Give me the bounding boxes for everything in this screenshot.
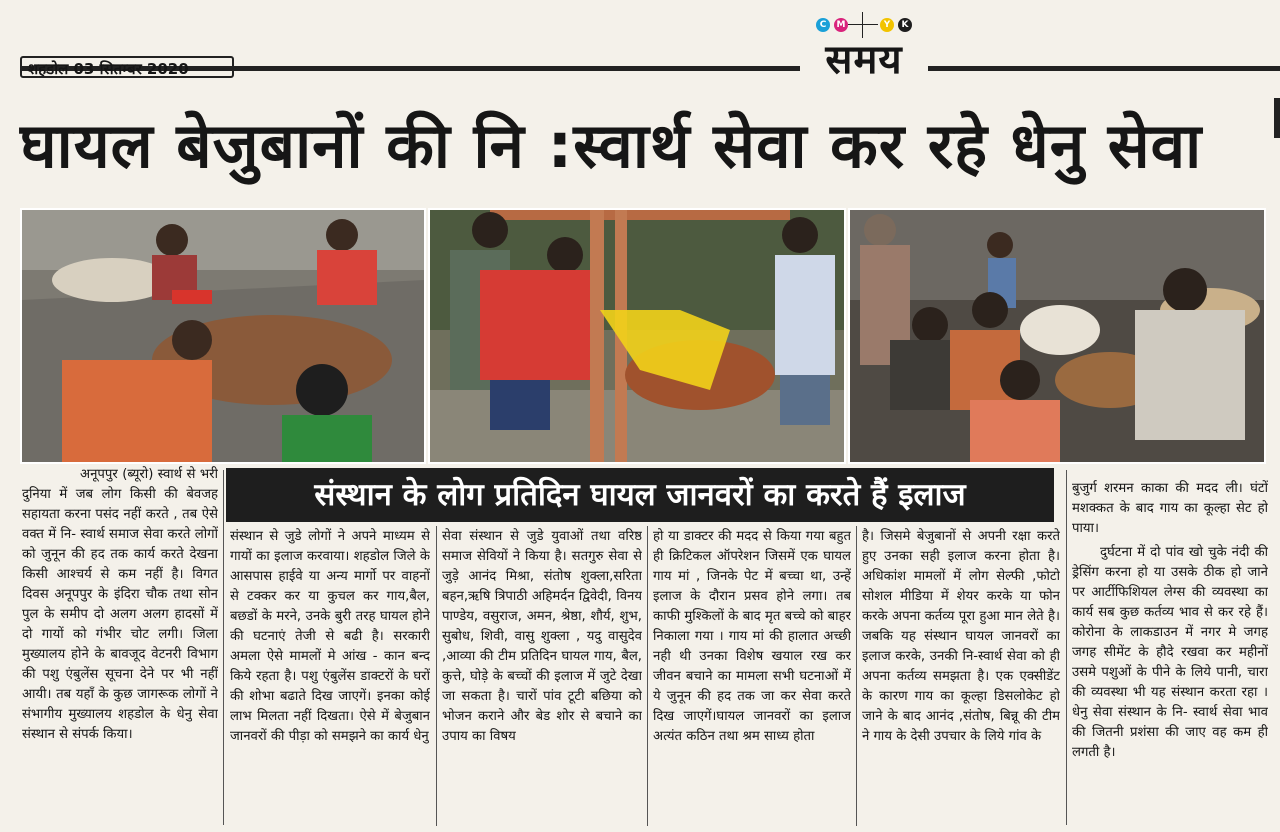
column-divider bbox=[223, 470, 224, 825]
article-column-6 bbox=[1072, 479, 1268, 831]
photo-cow-sling-center bbox=[428, 208, 846, 464]
article-column-1 bbox=[22, 465, 218, 831]
article-column-5 bbox=[862, 527, 1060, 831]
registration-mark-v bbox=[862, 12, 863, 38]
column-divider bbox=[647, 526, 648, 826]
column-divider bbox=[856, 526, 857, 826]
cmyk-dot-y: Y bbox=[880, 18, 894, 32]
article-column-3 bbox=[442, 527, 642, 831]
article-column-2-text: संस्थान से जुडे लोगों ने अपने माध्यम से गायों का इलाज करवाया। शहडोल जिले के आसपास हाईवे या अन्य मार्गो पर वाहनों से टक्कर कर या कुचल कर गाय,बैल, बछडों के मरने, उनके बुरी तरह घायल होने की घटनाएं तेजी से बढी है। सरकारी अमला ऐसे मामलों मे आंख - कान बन्द किये रहता है। पशु एंबुलेंस डाक्टरों के घरों की शोभा बढाते दिख जाएगें। इनका कोई लाभ मिलता नहीं दिखता। ऐसे में बेजुबान जानवरों की पीड़ा को समझने का कार्य धेनु bbox=[230, 529, 430, 744]
cmyk-dot-m: M bbox=[834, 18, 848, 32]
column-divider bbox=[1066, 470, 1067, 825]
cmyk-dot-c: C bbox=[816, 18, 830, 32]
article-column-6-text-a: बुजुर्ग शरमन काका की मदद ली। घंटों मशक्कत के बाद गाय का कूल्हा सेट हो पाया। bbox=[1072, 481, 1268, 536]
photo-cow-shelter-right bbox=[848, 208, 1266, 464]
cmyk-dot-k: K bbox=[898, 18, 912, 32]
article-column-3-text: सेवा संस्थान से जुडे युवाओं तथा वरिष्ठ समाज सेवियों ने किया है। सतगुरु सेवा से जुड़े आनंद मिश्रा, संतोष शुक्ला,सरिता बहन,ऋषि त्रिपाठी अहिमर्दन द्विवेदी, विनय पाण्डेय, वसुराज, अमन, श्रेष्ठा, शौर्य, शुभ, सुबोध, शिवी, वासु शुक्ला , यदु वासुदेव ,आव्या की टीम प्रतिदिन घायल गाय, बैल, कुत्ते, घोड़े के बच्चों की इलाज में जुटे देखा जा सकता है। चारों पांव टूटी बछिया को भोजन कराने और बेड शोर से बचाने का उपाय का विषय bbox=[442, 529, 642, 744]
registration-mark-h bbox=[848, 24, 878, 25]
dateline: शहडोल 03 सितम्बर 2020 bbox=[20, 56, 234, 78]
article-column-2 bbox=[230, 527, 430, 831]
top-rule-right bbox=[928, 66, 1280, 71]
masthead-logo: समय bbox=[825, 37, 903, 83]
column-divider bbox=[436, 526, 437, 826]
article-column-1-text: अनूपपुर (ब्यूरो) स्वार्थ से भरी दुनिया में जब लोग किसी की बेवजह सहायता करना पसंद नहीं करते , तब ऐसे वक्त में नि- स्वार्थ समाज सेवा करते लोगों को जुनून की हद तक कार्य करते देखना किसी आश्चर्य से कम नहीं है। विगत दिवस अनूपपुर के इंदिरा चौक तथा सोन पुल के समीप दो अलग अलग हादसों में दो गायों को गंभीर चोट लगी। जिला मुख्यालय होने के बावजूद वेटनरी विभाग की पशु एंबुलेंस सूचना देने पर भी नहीं आयी। तब यहाँ के कुछ जागरूक लोगों ने संभागीय मुख्यालय शहडोल के धेनु सेवा संस्थान से संपर्क किया। bbox=[22, 467, 218, 742]
headline: घायल बेजुबानों की नि :स्वार्थ सेवा कर रहे धेनु सेवा bbox=[20, 109, 1203, 182]
page-edge-mark bbox=[1274, 98, 1280, 138]
article-column-4-text: हो या डाक्टर की मदद से किया गया बहुत ही क्रिटिकल ऑपरेशन जिसमें एक घायल गाय मां , जिनके पेट में बच्चा था, उन्हें इलाज के दौरान प्रसव होने लगा। तब काफी मुश्किलों के बाद मृत बच्चे को बाहर निकाला गया । गाय मां की हालात अच्छी नही थी उनका विशेष खयाल रख कर जीवन बचाने का मामला सभी घटनाओं में ये जुनून की हद तक जा कर सेवा करते दिख जाएगें।घायल जानवरों का इलाज अत्यंत कठिन तथा श्रम साध्य होता bbox=[653, 529, 851, 744]
article-column-6-text-b: दुर्घटना में दो पांव खो चुके नंदी की ड्रेसिंग करना हो या उसके ठीक हो जाने पर आर्टीफिशियल लेग्स की व्यवस्था का कार्य सब कुछ कर्तव्य भाव से कर रहे हैं। कोरोना के लाकडाउन में नगर मे जगह जगह सीमेंट के हौदे रखवा कर महीनों उसमे पशुओं के पीने के लिये पानी, चारा की व्यवस्था भी यह संस्थान करता रहा । धेनु सेवा संस्थान के नि- स्वार्थ सेवा भाव की जितनी प्रशंसा की जाए वह कम ही लगती है। bbox=[1072, 545, 1268, 760]
article-column-5-text: है। जिसमे बेजुबानों से अपनी रक्षा करते हुए उनका सही इलाज करना होता है। अधिकांश मामलों में लोग सेल्फी ,फोटो सोशल मीडिया में शेयर करके या फोन करके अपना कर्तव्य पूरा हुआ मान लेते है। जबकि यह संस्थान घायल जानवरों का इलाज करके, उनकी नि-स्वार्थ सेवा को ही अपना कर्तव्य समझता है। एक एक्सीडेंट के कारण गाय का कूल्हा डिसलोकेट हो जाने के बाद आनंद ,संतोष, बिन्नू की टीम ने गाय के देसी उपचार के लिये गांव के bbox=[862, 529, 1060, 744]
photo-cow-treatment-left bbox=[20, 208, 426, 464]
article-column-4 bbox=[653, 527, 851, 831]
subheadline: संस्थान के लोग प्रतिदिन घायल जानवरों का करते हैं इलाज bbox=[226, 468, 1054, 522]
